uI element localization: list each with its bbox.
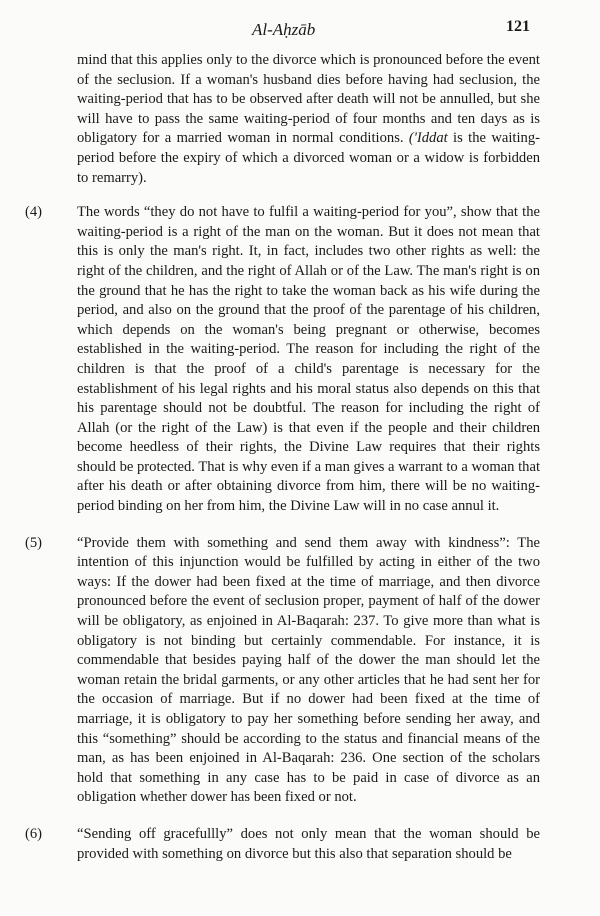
note-text: “Provide them with something and send them away with kindness”: The intention of this injunction would be fulfilled by acting in either of the two ways: If the dower had been fixed at the time of marriage, and then divorce pronounced before the event of seclusion proper, payment of half of the dower will be obligatory, as enjoined in Al-Baqarah: 237. To give more than what is obligatory is not binding but certainly commendable. For instance, it is commendable that besides paying half of the dower the man should let the woman retain the bridal garments, or any other articles that he had sent her for the occasion of marriage. But if no dower had been fixed at the time of marriage, it is obligatory to pay her something before sending her away, and this “something” should be according to the status and financial means of the man, as has been enjoined in Al-Baqarah: 236. One section of the scholars hold that something in any case has to be paid in case of divorce as an obligation whether dower has been fixed or not.: [77, 534, 540, 806]
page-number: 121: [506, 18, 530, 35]
continuation-text: [77, 51, 540, 188]
note-6: [0, 825, 600, 864]
continuation-paragraph: [0, 51, 600, 188]
note-4: [0, 203, 600, 517]
note-5: [0, 534, 600, 808]
continuation-text-post: is the waiting-period before the expiry of which a divorced woman or a widow is forbidden to remarry).: [77, 130, 540, 186]
iddat-term: ('Iddat: [408, 130, 448, 147]
note-number: (5): [25, 534, 43, 551]
note-text: “Sending off gracefullly” does not only mean that the woman should be provided with something on divorce but this also that separation should be: [77, 825, 540, 862]
page-body: [0, 51, 600, 881]
running-title: Al-Aḥzāb: [252, 20, 316, 39]
note-text: The words “they do not have to fulfil a waiting-period for you”, show that the waiting-period is a right of the man on the woman. But it does not mean that this is only the man's right. It, in fact, includes two other rights as well: the right of the children, and the right of Allah or of the Law. The man's right is on the ground that he has the right to take the woman back as his wife during the period, and also on the ground that the proof of the parentage of his children, which depends on the woman's being pregnant or otherwise, becomes established in the waiting-period. The reason for including the right of the children is that the proof of a child's parentage is necessary for the establishment of his legal rights and his moral status also depends on this that his parentage should not be doubtful. The reason for including the right of Allah (or the right of the Law) is that even if the people and their children become heedless of their rights, the Divine Law requires that their rights should be protected. That is why even if a man gives a warrant to a woman that after his death or after obtaining divorce from him, there will be no waiting-period binding on her from him, the Divine Law will in no case annul it.: [77, 204, 540, 515]
note-number: (6): [25, 825, 43, 842]
continuation-text-pre: mind that this applies only to the divorce which is pronounced before the event of the seclusion. If a woman's husband dies before having had seclusion, the waiting-period that has to be observed after death will not be annulled, but she will have to pass the same waiting-period of four months and ten days as is obligatory for a married woman in normal conditions.: [77, 52, 540, 147]
note-number: (4): [25, 204, 43, 221]
